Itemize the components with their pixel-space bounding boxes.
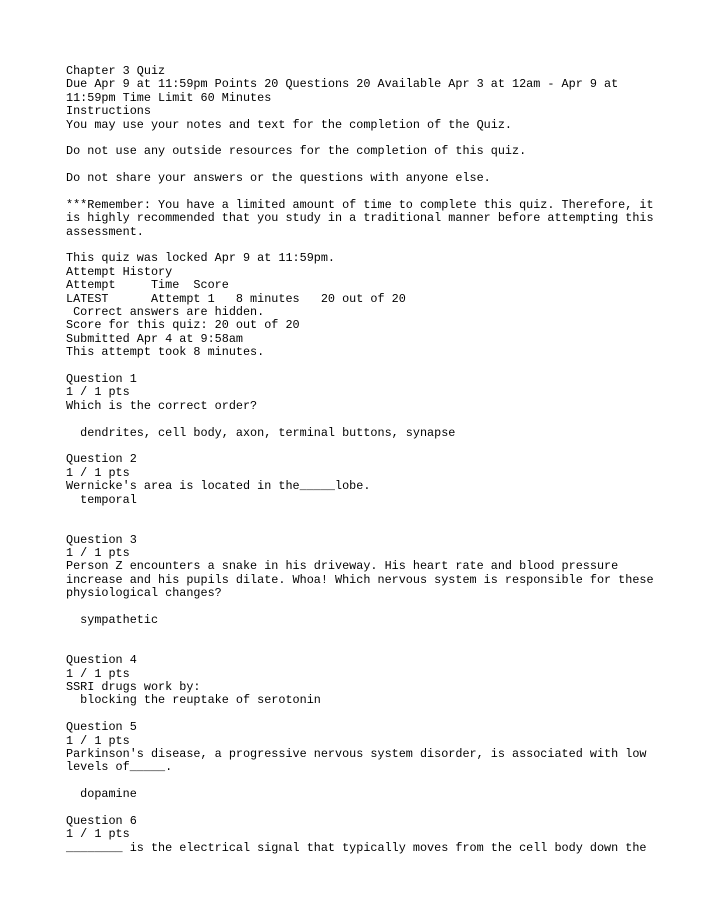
question-2-points: 1 / 1 pts bbox=[66, 465, 130, 480]
question-6-points: 1 / 1 pts bbox=[66, 827, 130, 842]
question-1-points: 1 / 1 pts bbox=[66, 385, 130, 400]
attempt-duration: This attempt took 8 minutes. bbox=[66, 345, 265, 360]
instructions-heading: Instructions bbox=[66, 104, 151, 119]
question-5-answer: dopamine bbox=[66, 787, 137, 802]
question-3-text-line-1: Person Z encounters a snake in his driveway. His heart rate and blood pressure bbox=[66, 559, 619, 574]
question-1-text: Which is the correct order? bbox=[66, 398, 258, 413]
question-2-label: Question 2 bbox=[66, 452, 137, 467]
question-5-text-line-1: Parkinson's disease, a progressive nervous system disorder, is associated with low bbox=[66, 746, 647, 761]
instruction-no-outside: Do not use any outside resources for the completion of this quiz. bbox=[66, 144, 527, 159]
question-5-label: Question 5 bbox=[66, 720, 137, 735]
remember-line-1: ***Remember: You have a limited amount of time to complete this quiz. Therefore, it bbox=[66, 197, 654, 212]
question-2-answer: temporal bbox=[66, 492, 137, 507]
attempt-table-header: Attempt Time Score bbox=[66, 278, 229, 293]
question-4-text: SSRI drugs work by: bbox=[66, 680, 201, 694]
remember-line-3: assessment. bbox=[66, 224, 144, 239]
question-3-points: 1 / 1 pts bbox=[66, 546, 130, 561]
quiz-meta-line-2: 11:59pm Time Limit 60 Minutes bbox=[66, 90, 272, 105]
question-4-points: 1 / 1 pts bbox=[66, 666, 130, 681]
instruction-notes: You may use your notes and text for the completion of the Quiz. bbox=[66, 117, 512, 132]
attempt-latest-row[interactable]: LATEST Attempt 1 8 minutes 20 out of 20 bbox=[66, 291, 406, 306]
question-5-text-line-2: levels of_____. bbox=[66, 760, 173, 775]
answers-hidden-notice: Correct answers are hidden. bbox=[66, 305, 265, 320]
question-1-answer: dendrites, cell body, axon, terminal buttons, synapse bbox=[66, 425, 456, 440]
attempt-history-heading: Attempt History bbox=[66, 264, 173, 279]
question-3-answer: sympathetic bbox=[66, 613, 159, 628]
quiz-title: Chapter 3 Quiz bbox=[66, 64, 166, 78]
question-6-text: ________ is the electrical signal that typically moves from the cell body down the bbox=[66, 840, 647, 855]
instruction-no-share: Do not share your answers or the questions with anyone else. bbox=[66, 171, 491, 186]
question-2-text: Wernicke's area is located in the_____lobe. bbox=[66, 479, 371, 494]
question-3-label: Question 3 bbox=[66, 532, 137, 547]
quiz-score: Score for this quiz: 20 out of 20 bbox=[66, 318, 300, 333]
question-4-answer: blocking the reuptake of serotonin bbox=[66, 693, 321, 708]
question-4-label: Question 4 bbox=[66, 653, 137, 668]
question-6-label: Question 6 bbox=[66, 813, 137, 828]
submitted-time: Submitted Apr 4 at 9:58am bbox=[66, 331, 243, 346]
quiz-document bbox=[66, 65, 666, 855]
question-1-label: Question 1 bbox=[66, 371, 137, 386]
quiz-meta-line-1: Due Apr 9 at 11:59pm Points 20 Questions 20 Available Apr 3 at 12am - Apr 9 at bbox=[66, 77, 619, 92]
remember-line-2: is highly recommended that you study in a traditional manner before attempting this bbox=[66, 211, 654, 226]
locked-notice: This quiz was locked Apr 9 at 11:59pm. bbox=[66, 251, 336, 266]
question-3-text-line-3: physiological changes? bbox=[66, 586, 222, 601]
question-3-text-line-2: increase and his pupils dilate. Whoa! Which nervous system is responsible for these bbox=[66, 572, 654, 587]
question-5-points: 1 / 1 pts bbox=[66, 733, 130, 748]
